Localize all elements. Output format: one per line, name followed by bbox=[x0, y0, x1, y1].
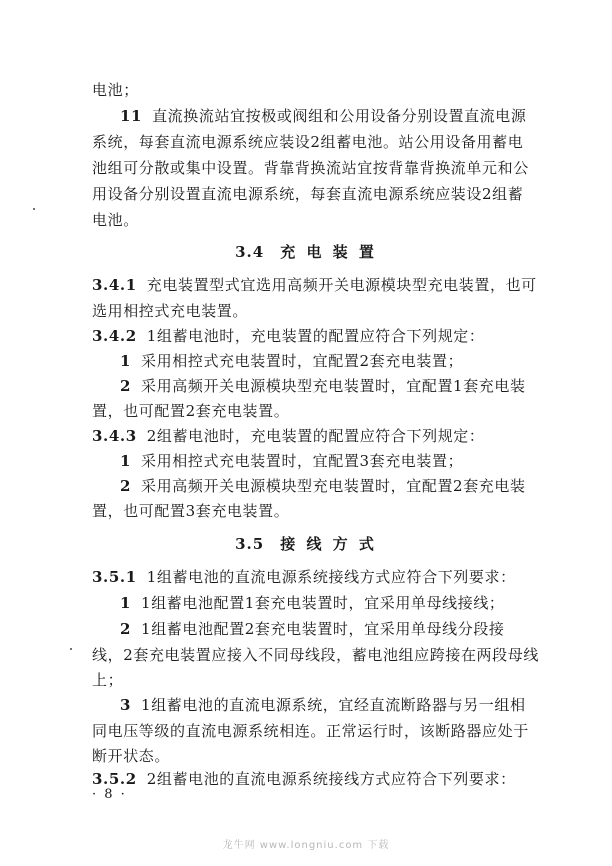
line-text: 2组蓄电池的直流电源系统接线方式应符合下列要求： bbox=[146, 770, 516, 788]
line-text: 采用高频开关电源模块型充电装置时，宜配置1套充电装 bbox=[141, 377, 526, 395]
section-heading bbox=[0, 241, 612, 262]
clause-number: 3.5.2 bbox=[92, 770, 137, 788]
text-line bbox=[92, 300, 248, 322]
item-number: 2 bbox=[120, 620, 132, 638]
text-line bbox=[92, 669, 123, 691]
line-text: 1组蓄电池配置1套充电装置时，宜采用单母线接线； bbox=[141, 594, 505, 612]
line-text: 线，2套充电装置应接入不同母线段，蓄电池组应跨接在两段母线 bbox=[92, 646, 539, 664]
text-line bbox=[92, 745, 170, 767]
page-number: · 8 · bbox=[92, 787, 127, 802]
line-text: 置，也可配置2套充电装置。 bbox=[92, 402, 290, 420]
section-number: 3.4 bbox=[235, 243, 265, 261]
scan-speck bbox=[33, 208, 35, 210]
text-line bbox=[92, 644, 539, 666]
line-text: 直流换流站宜按极或阀组和公用设备分别设置直流电源 bbox=[152, 107, 527, 125]
list-item bbox=[120, 450, 463, 472]
clause-number: 3.4.1 bbox=[92, 276, 137, 294]
line-text: 系统，每套直流电源系统应装设2组蓄电池。站公用设备用蓄电 bbox=[92, 133, 524, 151]
clause-number: 3.5.1 bbox=[92, 568, 137, 586]
section-number: 3.5 bbox=[235, 535, 265, 553]
text-line bbox=[92, 500, 289, 522]
list-item bbox=[120, 375, 526, 397]
line-text: 池组可分散或集中设置。背靠背换流站宜按背靠背换流单元和公 bbox=[92, 159, 529, 177]
list-item bbox=[120, 475, 526, 497]
list-item bbox=[120, 618, 505, 640]
scan-speck bbox=[70, 648, 72, 650]
line-text: 上； bbox=[92, 671, 124, 689]
text-line bbox=[92, 400, 289, 422]
list-item bbox=[120, 592, 505, 614]
list-item bbox=[120, 350, 463, 372]
line-text: 充电装置型式宜选用高频开关电源模块型充电装置，也可 bbox=[146, 276, 537, 294]
clause-line bbox=[92, 768, 516, 790]
line-text: 采用高频开关电源模块型充电装置时，宜配置2套充电装 bbox=[141, 477, 526, 495]
line-text: 1组蓄电池的直流电源系统，宜经直流断路器与另一组相 bbox=[141, 696, 526, 714]
text-line bbox=[92, 209, 139, 231]
item-number: 1 bbox=[120, 594, 132, 612]
clause-line bbox=[92, 325, 485, 347]
text-line bbox=[92, 720, 529, 742]
line-text: 用设备分别设置直流电源系统，每套直流电源系统应装设2组蓄 bbox=[92, 185, 524, 203]
line-text: 1组蓄电池时，充电装置的配置应符合下列规定： bbox=[146, 327, 485, 345]
line-text: 电池。 bbox=[92, 211, 139, 229]
section-title: 充 电 装 置 bbox=[280, 243, 377, 261]
item-number: 2 bbox=[120, 477, 132, 495]
item-number: 3 bbox=[120, 696, 132, 714]
text-line bbox=[92, 79, 139, 101]
text-line bbox=[92, 183, 523, 205]
text-line bbox=[92, 157, 529, 179]
line-text: 采用相控式充电装置时，宜配置3套充电装置； bbox=[141, 452, 464, 470]
item-number: 2 bbox=[120, 377, 132, 395]
item-number: 1 bbox=[120, 452, 132, 470]
line-text: 电池； bbox=[92, 81, 139, 99]
line-text: 置，也可配置3套充电装置。 bbox=[92, 502, 290, 520]
line-text: 断开状态。 bbox=[92, 747, 171, 765]
line-text: 1组蓄电池的直流电源系统接线方式应符合下列要求： bbox=[146, 568, 516, 586]
line-text: 2组蓄电池时，充电装置的配置应符合下列规定： bbox=[146, 427, 485, 445]
section-title: 接 线 方 式 bbox=[280, 535, 377, 553]
line-text: 采用相控式充电装置时，宜配置2套充电装置； bbox=[141, 352, 464, 370]
line-text: 同电压等级的直流电源系统相连。正常运行时，该断路器应处于 bbox=[92, 722, 529, 740]
item-number: 11 bbox=[120, 107, 143, 125]
clause-line bbox=[92, 566, 516, 588]
clause-line bbox=[92, 274, 537, 296]
list-item bbox=[120, 694, 526, 716]
text-line bbox=[92, 131, 523, 153]
line-text: 选用相控式充电装置。 bbox=[92, 302, 249, 320]
line-text: 1组蓄电池配置2套充电装置时，宜采用单母线分段接 bbox=[141, 620, 505, 638]
clause-line bbox=[92, 425, 485, 447]
clause-number: 3.4.3 bbox=[92, 427, 137, 445]
item-number: 1 bbox=[120, 352, 132, 370]
section-heading bbox=[0, 533, 612, 554]
watermark-text: 龙牛网 www.longniu.com 下载 bbox=[222, 840, 390, 851]
clause-number: 3.4.2 bbox=[92, 327, 137, 345]
text-line bbox=[120, 105, 526, 127]
